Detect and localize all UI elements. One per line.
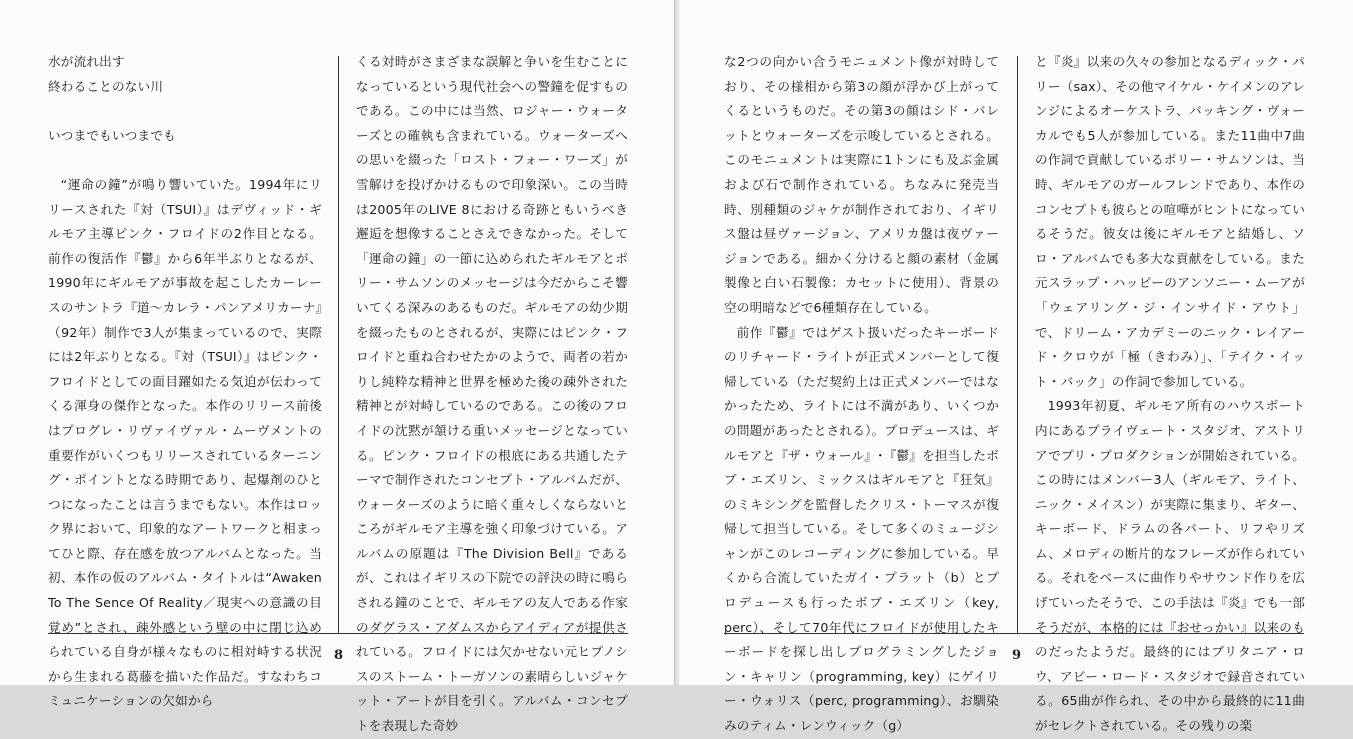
body-paragraph: な2つの向かい合うモニュメント像が対時しており、その様相から第3の顔が浮かび上がってくるというものだ。その第3の顔はシド・バレットとウォーターズを示唆しているとされる。このモニュメントは実際に1トンにも及ぶ金属および石で制作されている。ちなみに発売当時、別種類のジャケが制作されており、イギリス盤は昼ヴァージョン、アメリカ盤は夜ヴァージョンである。細かく分けると顔の素材（金属製像と白い石製像：カセットに使用）、背景の空の明暗などで6種類存在している。 <box>724 54 999 315</box>
body-paragraph: “運命の鐘”が鳴り響いていた。1994年にリリースされた『対（TSUI）』はデヴィッド・ギルモア主導ピンク・フロイドの2作目となる。前作の復活作『鬱』から6年半ぶりとなるが、1990年にギルモアが事故を起こしたカーレースのサントラ『道～カレラ・パンアメリカーナ』（92年）制作で3人が集まっているので、実際には2年ぶりとなる。『対（TSUI）』はピンク・フロイドとしての面目躍如たる気迫が伝わってくる渾身の傑作となった。本作のリリース前後はプログレ・リヴァイヴァル・ムーヴメントの重要作がいくつもリリースされているターニング・ポイントとなる時期であり、起爆剤のひとつになったことは言うまでもない。本作はロック界において、印象的なアートワークと相まってひと際、存在感を放つアルバムとなった。当初、本作の仮のアルバム・タイトルは“Awaken To The Sence Of Reality／現実への意識の目覚め”とされ、疎外感という壁の中に閉じ込められている自身が様々なものに相対峙する状況から生まれる葛藤を描いた作品だ。すなわちコミュニケーションの欠如から <box>48 176 322 709</box>
left-page-column-2 <box>356 50 628 739</box>
body-paragraph: くる対時がさまざまな誤解と争いを生むことになっているという現代社会への警鐘を促すものである。この中には当然、ロジャー・ウォーターズとの確執も含まれている。ウォーターズへの思いを綴った「ロスト・フォー・ワーズ」が雪解けを投げかけるもので印象深い。この当時は2005年のLIVE 8における奇跡ともいうべき邂逅を想像することさえできなかった。そして「運命の鐘」の一節に込められたギルモアとポリー・サムソンのメッセージは今だからこそ響いてくる深みのあるものだ。ギルモアの幼少期を綴ったものとされるが、実際にはピンク・フロイドと重ね合わせたかのようで、両者の若かりし純粋な精神と世界を極めた後の疎外された精神とが対峙しているのである。この後のフロイドの沈黙が頷ける重いメッセージとなっている。ピンク・フロイドの根底にある共通したテーマで制作されたコンセプト・アルバムだが、ウォーターズのように暗く重々しくならないところがギルモア主導を強く印象づけている。アルバムの原題は『The Division Bell』であるが、これはイギリスの下院での評決の時に鳴らされる鐘のことで、ギルモアの友人である作家のダグラス・アダムスからアイディアが提供されている。フロイドには欠かせない元ヒプノシスのストーム・トーガソンの素晴らしいジャケット・アートが目を引く。アルバム・コンセプトを表現した奇妙 <box>356 54 628 734</box>
left-page-column-1 <box>48 50 322 714</box>
poem-refrain: いつまでもいつまでも <box>48 127 176 143</box>
right-page <box>679 0 1353 734</box>
page-number: 9 <box>1012 648 1022 663</box>
column-divider <box>1017 56 1018 634</box>
body-paragraph: と『炎』以来の久々の参加となるディック・パリー（sax）、その他マイケル・ケイメンのアレンジによるオーケストラ、バッキング・ヴォーカルでも5人が参加している。また11曲中7曲の作詞で貢献しているポリー・サムソンは、当時、ギルモアのガールフレンドであり、本作のコンセプトも彼らとの喧嘩がヒントになっているそうだ。彼女は後にギルモアと結婚し、ソロ・アルバムでも多大な貢献をしている。また元スラップ・ハッピーのアンソニー・ムーアが「ウェアリング・ジ・インサイド・アウト」で、ドリーム・アカデミーのニック・レイアード・クロウが「極（きわみ）」、「テイク・イット・バック」の作詞で参加している。 <box>1035 54 1305 389</box>
body-paragraph: 前作『鬱』ではゲスト扱いだったキーボードのリチャード・ライトが正式メンバーとして復帰している（ただ契約上は正式メンバーではなかったため、ライトには不満があり、いくつかの問題があったとされる）。プロデュースは、ギルモアと『ザ・ウォール』･『鬱』を担当したボブ・エズリン、ミックスはギルモアと『狂気』のミキシングを監督したクリス・トーマスが復帰して担当している。そして多くのミュージシャンがこのレコーディングに参加している。早くから合流していたガイ・プラット（b）とプロデュースも行ったボブ・エズリン（key, perc）、そして70年代にフロイドが使用したキーボードを探し出しプログラミングしたジョン・キャリン（programming, key）にゲイリー・ウォリス（perc, programming）、お馴染みのティム・レンウィック（g） <box>724 324 999 734</box>
body-paragraph: 1993年初夏、ギルモア所有のハウスボート内にあるプライヴェート・スタジオ、アストリアでプリ・プロダクションが開始されている。この時にはメンバー3人（ギルモア、ライト、ニック・メイスン）が実際に集まり、ギター、キーボード、ドラムの各パート、リフやリズム、メロディの断片的なフレーズが作られている。それをベースに曲作りやサウンド作りを広げていったそうで、この手法は『炎』でも一部そうだが、本格的には『おせっかい』以来のものだったようだ。最終的にはブリタニア・ロウ、アビー・ロード・スタジオで録音されている。65曲が作られ、その中から最終的に11曲がセレクトされている。その残りの楽 <box>1035 398 1305 734</box>
page-number: 8 <box>334 648 344 663</box>
poem-lines: 水が流れ出す 終わることのない川 <box>48 54 164 94</box>
right-page-column-2 <box>1035 50 1305 739</box>
right-page-column-1 <box>724 50 999 739</box>
column-divider <box>338 56 339 634</box>
left-page <box>0 0 674 734</box>
footer-rule <box>48 633 628 634</box>
footer-rule <box>724 633 1304 634</box>
